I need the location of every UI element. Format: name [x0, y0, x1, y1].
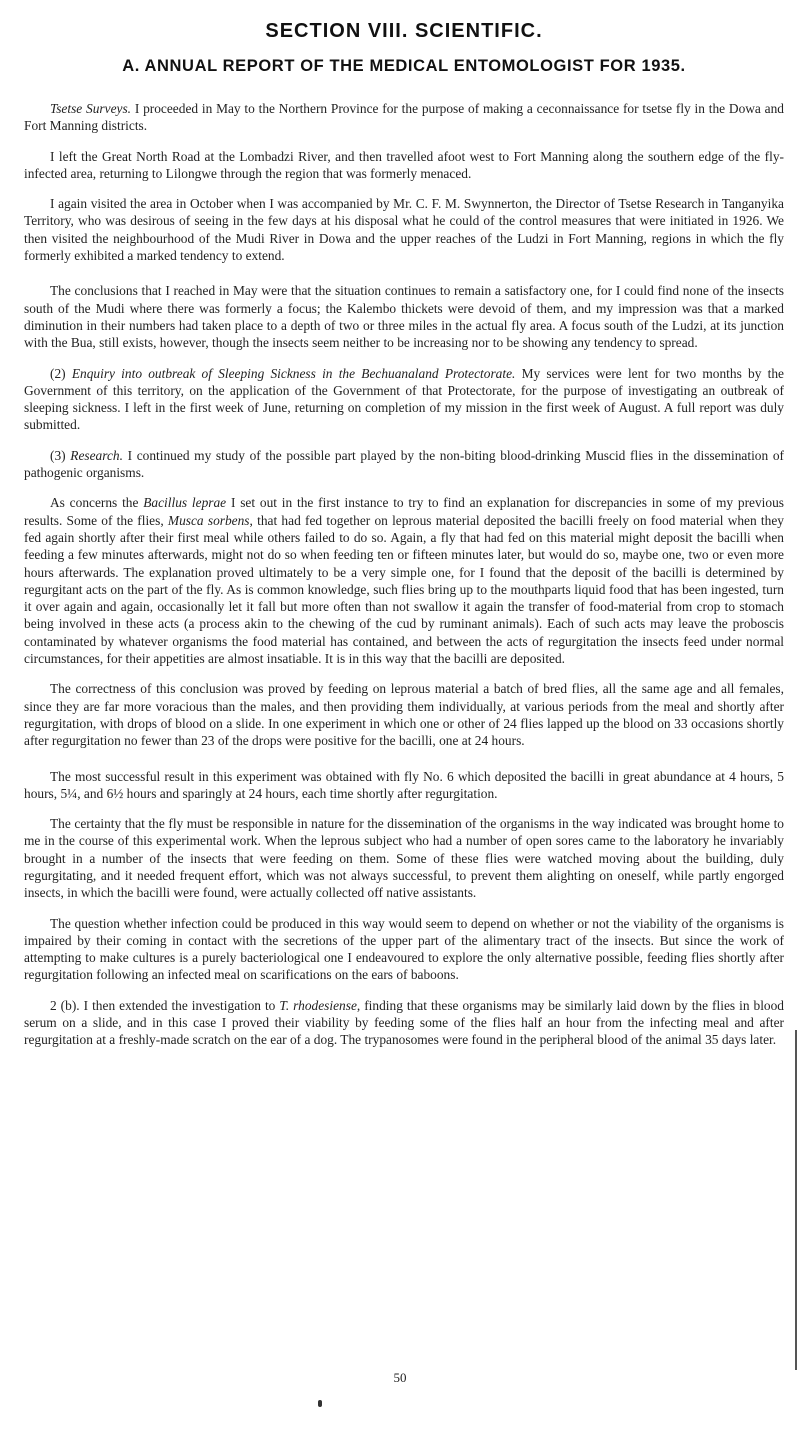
paragraph-tsetse-surveys: Tsetse Surveys. I proceeded in May to the Northern Province for the purpose of making a ceconnaissance for tsetse fly in the Dowa and Fort Manning districts.	[24, 101, 784, 134]
paragraph-bacillus-leprae: As concerns the Bacillus leprae I set out in the first instance to try to find an explanation for discrepancies in some of my previous results. Some of the flies, Musca sorbens, that had fed together on leprous material deposited the bacilli freely on food material when they fed again shortly after their first meal while others failed to do so. Again, a fly that had fed on this material might deposit the bacilli when feeding a few minutes afterwards, might not do so when feeding ten or fifteen minutes later, but would do so, maybe one, two or even more hours afterwards. The explanation proved ultimately to be a very simple one, for I found that the deposit of the bacilli is determined by regurgitant acts on the part of the fly. As is common knowledge, such flies bring up to the mouthparts liquid food that has been ingested, turn it over again and again, occasionally let it fall but more often than not swallow it again the transfer of food-material from crop to stomach being involved in these acts (a process akin to the chewing of the cud by ruminant animals). Each of such acts may leave the proboscis contaminated by whatever organisms the food material has contained, and between the acts of regurgitation the insects feed under normal circumstances, for their appetities are almost insatiable. It is in this way that the bacilli are deposited.	[24, 495, 784, 667]
paragraph-lead: Enquiry into outbreak of Sleeping Sickness in the Bechuanaland Protectorate.	[71, 365, 516, 381]
paragraph: The most successful result in this experiment was obtained with fly No. 6 which deposited the bacilli in great abundance at 4 hours, 5 hours, 5¼, and 6½ hours and sparingly at 24 hours, each time shortly after regurgitation.	[24, 768, 784, 801]
paragraph-enquiry: (2) Enquiry into outbreak of Sleeping Sickness in the Bechuanaland Protectorate. My services were lent for two months by the Government of this territory, on the application of the Government of that Protectorate, for the purpose of investigating an outbreak of sleeping sickness. I left in the first week of June, returning on completion of my mission in the first week of August. A full report was duly submitted.	[24, 365, 784, 433]
page-number: 50	[393, 1370, 407, 1385]
paragraph-lead: Tsetse Surveys.	[50, 101, 132, 116]
paragraph-lead: Research.	[70, 447, 123, 463]
paragraph-research: (3) Research. I continued my study of the possible part played by the non-biting blood-drinking Muscid flies in the dissemination of pathogenic organisms.	[24, 447, 784, 481]
section-title: SECTION VIII. SCIENTIFIC.	[265, 20, 543, 42]
page-edge-shadow	[795, 1030, 797, 1370]
paragraph: The conclusions that I reached in May were that the situation continues to remain a satisfactory one, for I could find none of the insects south of the Mudi where there was formerly a focus; the Kalembo thickets were devoid of them, and my impression was that a marked diminution in their numbers had taken place to a depth of two or three miles in the actual fly area. A focus south of the Ludzi, at its junction with the Bua, still exists, however, though the insects seem neither to be increasing nor to be showing any tendency to spread.	[24, 283, 784, 351]
report-title: A. ANNUAL REPORT OF THE MEDICAL ENTOMOLOGIST FOR 1935.	[122, 57, 686, 75]
ink-smudge	[318, 1400, 322, 1407]
paragraph: The question whether infection could be produced in this way would seem to depend on whether or not the viability of the organisms is impaired by their coming in contact with the secretions of the upper part of the alimentary tract of the insects. But since the work of attempting to make cultures is a purely bacteriological one I endeavoured to explore the only alternative possible, feeding flies shortly after regurgitation following an infected meal on scarifications on the ears of baboons.	[24, 915, 784, 983]
paragraph: I left the Great North Road at the Lombadzi River, and then travelled afoot west to Fort Manning along the southern edge of the fly-infected area, returning to Lilongwe through the region that was formerly menaced.	[24, 148, 784, 181]
paragraph-trypanosomes: 2 (b). I then extended the investigation to T. rhodesiense, finding that these organisms may be similarly laid down by the flies in blood serum on a slide, and in this case I proved their viability by feeding some of the flies half an hour from the infecting meal and after regurgitation at a freshly-made scratch on the ear of a dog. The trypanosomes were found in the peripheral blood of the animal 35 days later.	[24, 997, 784, 1048]
paragraph: The certainty that the fly must be responsible in nature for the dissemination of the organisms in the way indicated was brought home to me in the course of this experimental work. When the leprous subject who had a number of open sores came to the laboratory he invariably brought in a number of the insects that were feeding on them. Some of these flies were watched moving about the building, duly regurgitating, and it needed frequent effort, which was not always successful, to prevent them alighting on oneself, while partly engorged insects, in which the bacilli were found, were actually collected off native assistants.	[24, 816, 784, 901]
paragraph: I again visited the area in October when I was accompanied by Mr. C. F. M. Swynnerton, the Director of Tsetse Research in Tanganyika Territory, who was desirous of seeing in the few days at his disposal what he could of the control measures that were initiated in 1926. We then visited the neighbourhood of the Mudi River in Dowa and the upper reaches of the Ludzi in Fort Manning, regions in which the fly formerly exhibited a marked tendency to extend.	[24, 196, 784, 264]
paragraph: The correctness of this conclusion was proved by feeding on leprous material a batch of bred flies, all the same age and all females, since they are far more voracious than the males, and then providing them individually, at various periods from the meal and shortly after regurgitation, with drops of blood on a slide. In one experiment in which one or other of 24 flies lapped up the blood on 33 occasions shortly after regurgitation no fewer than 23 of the drops were positive for the bacilli, one at 24 hours.	[24, 681, 784, 749]
